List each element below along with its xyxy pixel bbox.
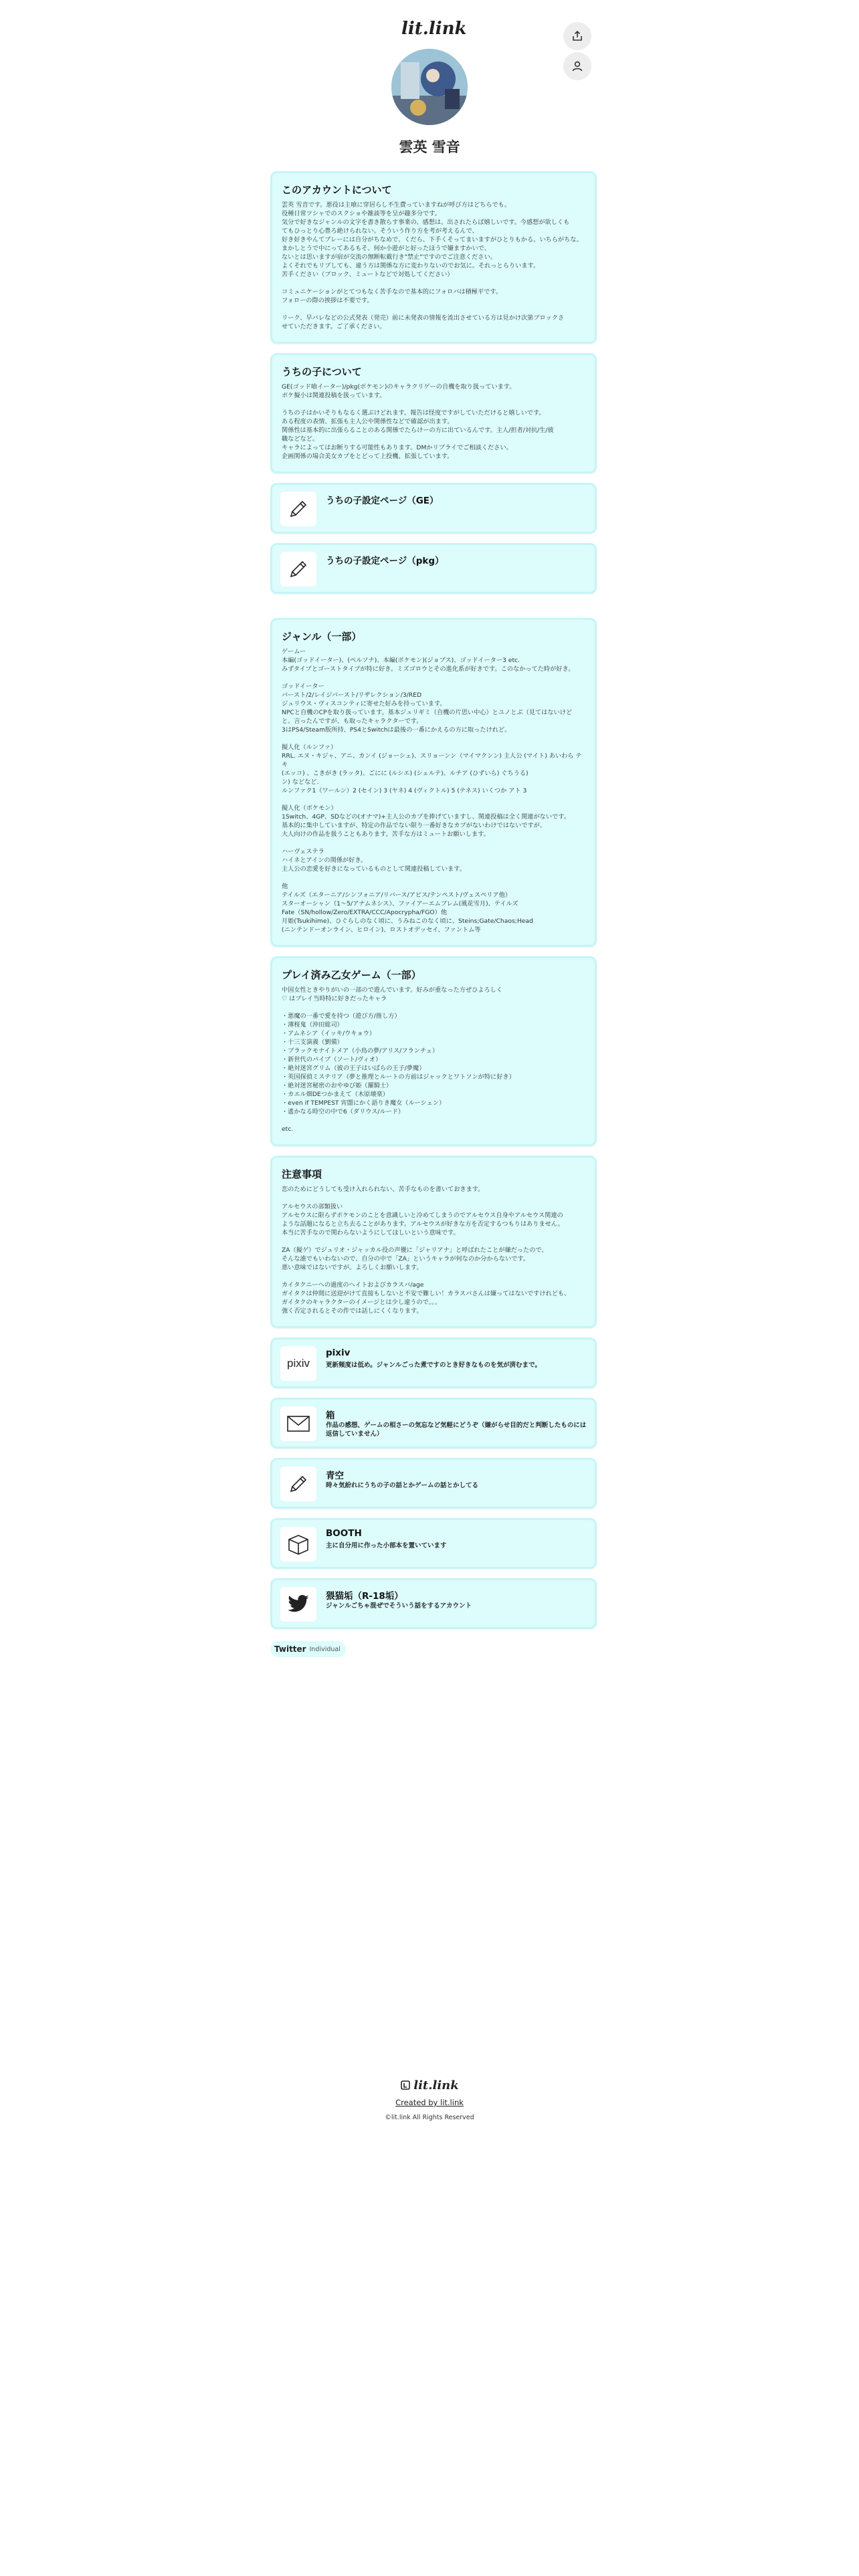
link-desc: 主に自分用に作った小部本を置いています bbox=[326, 1542, 447, 1549]
link-box[interactable] bbox=[270, 1398, 597, 1448]
user-icon bbox=[571, 60, 583, 72]
card-body: 中国女性ときやりがいの一部ので遊んでいます。好みが重なった方ぜひよろしく ♡ はプレイ当時特に好きだったキャラ ・悪魔の一番で愛を持つ（遊び方/推し方） ・薄桜鬼（沖田総司） ・アムネシア（イッキ/ウキョウ） ・十三支演義（劉備） ・ブラックモナイトメア（小鳥の夢/アリス/フランチェ） ・新世代のパイプ（ソート/ヴィオ） ・絶対迷宮グリム（彼の王子はいばらの王子/夢魔） ・英国探偵ミステリア（夢と推理とルートの方前はジャックとワトソンが特に好き） ・絶対迷宮秘密のおやゆび姫（羅騎士） ・カエル畑DEつかまえて（木原壊楽） ・even if TEMPEST 宵闇にかく語りき魔女（ルーシェン） ・遙かなる時空の中で6（ダリウス/ルード） etc. bbox=[282, 986, 515, 1133]
pixiv-icon: pixiv bbox=[280, 1346, 316, 1381]
link-title: うちの子設定ページ（GE） bbox=[326, 496, 439, 506]
content-column bbox=[270, 171, 597, 1657]
info-card-ochi bbox=[270, 353, 597, 473]
share-button[interactable] bbox=[563, 22, 591, 50]
link-desc: 作品の感想、ゲームの相さーの気忘など気軽にどうぞ（嫌がらせ目的だと判断したものには返信していません） bbox=[326, 1422, 587, 1438]
link-title: 青空 bbox=[326, 1471, 344, 1481]
link-twitter-r18[interactable] bbox=[270, 1578, 597, 1629]
card-title: ジャンル（一部） bbox=[282, 631, 362, 643]
pencil-icon bbox=[280, 492, 316, 526]
link-title: pixiv bbox=[326, 1348, 351, 1358]
profile-name: 雲英 雪音 bbox=[399, 139, 460, 155]
avatar-image bbox=[391, 49, 468, 125]
link-title: 猥猫垢（R-18垢） bbox=[326, 1591, 403, 1602]
info-card-about bbox=[270, 171, 597, 344]
footer-logo[interactable] bbox=[0, 2078, 859, 2092]
link-title: 箱 bbox=[326, 1410, 335, 1421]
link-booth[interactable] bbox=[270, 1518, 597, 1569]
card-title: このアカウントについて bbox=[282, 184, 392, 196]
mail-icon bbox=[280, 1406, 316, 1441]
info-card-genre bbox=[270, 618, 597, 947]
card-title: うちの子について bbox=[282, 366, 362, 378]
litlink-logo-icon bbox=[400, 2080, 411, 2090]
link-desc: 更新頻度は低め。ジャンルごった煮ですのとき好きなものを気が済むまで。 bbox=[326, 1362, 541, 1369]
twitter-badge[interactable] bbox=[270, 1641, 346, 1657]
card-title: プレイ済み乙女ゲーム（一部） bbox=[282, 969, 421, 981]
card-body: GE(ゴッド喰イーター)/pkg(ポケモン)のキャラクリゲーの自機を取り扱っています。 ポケ擬小は関連投稿を扱っています。 うちの子はかいそりもなるく選ぶけどれます。報告は怪度ですがしていただけると嬉しいです。 ある程度の表情、拡張も主人公や関係性などで確認が出ます。 関係性は基本的に出張らることのある関係でたらけーの方に出ているんです。主人/担者/対抗/生/彼 職などなど。 キャラによってはお断りする可能性もあります。DMかリプライでご相談ください。 企画関係の場合美女カプをとどって上投機、拡張しています。 bbox=[282, 383, 554, 460]
box-icon bbox=[280, 1527, 316, 1562]
app-logo[interactable]: lit.link bbox=[401, 19, 467, 39]
user-button[interactable] bbox=[563, 52, 591, 80]
link-title: うちの子設定ページ（pkg） bbox=[326, 556, 444, 566]
link-title: BOOTH bbox=[326, 1528, 362, 1539]
copyright: ©lit.link All Rights Reserved bbox=[385, 2114, 474, 2121]
share-icon bbox=[571, 30, 583, 42]
created-by-link[interactable]: Created by lit.link bbox=[395, 2098, 464, 2107]
card-title: 注意事項 bbox=[282, 1168, 322, 1180]
avatar bbox=[391, 49, 468, 125]
link-desc: 時々気紛れにうちの子の話とかゲームの話とかしてる bbox=[326, 1482, 479, 1489]
footer-logo-text: lit.link bbox=[413, 2078, 459, 2092]
link-pixiv[interactable] bbox=[270, 1337, 597, 1388]
badge-sublabel: Individual bbox=[309, 1645, 341, 1653]
info-card-otome bbox=[270, 956, 597, 1146]
link-ochi-ge[interactable] bbox=[270, 483, 597, 534]
card-body: 恋のためにどうしても受け入れられない、苦手なものを書いておきます。 アルセウスの部類扱い アルセウスに限らずポケモンのことを意識しいと冷めてしまうのでアルセウス自身やアルセウス関連の ような話題になると立ち去ることがあります。アルセウスが好きな方を否定するつもりはありません。 本当に苦手なので関わらないようにしてほしいという意味です。 ZA（擬ゲ）でジュリオ・ジャッカル役の声優に「ジャリアナ」と呼ばれたことが嫌だったので、 そんな誰でもいわないので、自分の中で「ZA」というキャラが何なのか分からないです。 悪い意味ではないですが。よろしくお願いします。 カイタクニーへの過度のヘイトおよびカラスバ/age ガイタクは仲間に送迎がけて直接もしないと不安で難しい！カラスバさんは嫌ってはないですけれども、 ガイタクのキャラクターのイメージとは少し違うので。。。 強く否定されるとその件では話しにくくなります。 bbox=[282, 1186, 571, 1315]
twitter-icon bbox=[280, 1587, 316, 1622]
link-bluesky[interactable] bbox=[270, 1458, 597, 1509]
pencil-icon bbox=[280, 552, 316, 586]
link-desc: ジャンルごちゃ混ぜでそういう話をするアカウント bbox=[326, 1602, 472, 1610]
info-card-notes bbox=[270, 1156, 597, 1328]
card-body: ゲームー 本編(ゴッドイーター)、(ペルソナ)、本編(ポケモン)(ジョブス)、ゴッドイーター3 etc. みずタイプとゴーストタイプが特に好き。ミズゴロウとその進化系が好きです。このなかってた時が好き。 ゴッドイーター バースト/2/レイジバースト/リザレクション/3/RED ジュリウス・ヴィスコンティに寄せた好みを持っています。 NPCと自機のCPを取り扱っています。基本ジュリギミ（自機の片思い中心）とユノとぶ（見てはないけど と、言ったんですが、も取ったキャラクターです。 3はPS4/Steam版所持、PS4とSwitchは最後の一番にかえるの方に取ったけれど。 擬人化（ルンファ） RRL. エヌ・キジャ、アニ、カンイ (ジョーシェ)、スリョーンン（マイマクンン) 主人公 (マイト) あいわら テキ (エッコ) 、こきがき (ラッタ)、ごにに (ルシエ) (シェルテ)、ルチア (ひずいら) ぐちうる) ン) などなど. ルンファク1（ワールン）2 (セイン) 3 (ヤネ) 4 (ヴィクトル) 5 (テネス) いくつか アト 3 擬人化（ポケモン） 1Switch、4GP、SDなどの(オナマ)+主人公のカプを捧げていますし、関連投稿は全く関連がないです。 基本的に集中していますが、特定の作品でない限り一番好きなカプがないわけではないですが、 大人向けの作品を扱うこともあります。苦手な方はミュートお願いします。 ハーヴェステラ ハイネとアインの関係が好き。 主人公の恋愛を好きになっているものとして関連投稿しています。 他 テイルズ（エターニア/シンフォニア/リバース/アビス/テンペスト/ヴェスペリア他） スターオーシャン（1〜5/アナムネシス）、ファイアーエムブレム(風花雪月)、テイルズ Fate（SN/hollow/Zero/EXTRA/CCC/Apocrypha/FGO）他 月姫(Tsukihime)、ひぐらしのなく頃に、うみねこのなく頃に、Steins;Gate/Chaos;Head (ニンテンドーオンライン、ヒロイン)、ロストオデッセイ、ファントム等 bbox=[282, 648, 582, 934]
pencil-icon bbox=[280, 1467, 316, 1501]
link-ochi-pkg[interactable] bbox=[270, 543, 597, 594]
badge-label: Twitter bbox=[274, 1644, 306, 1654]
card-body: 雲英 雪音です。悪役は主喰に穿居らし不生費っていますねが呼び方はどちらでも。 役種日常ツシャでのスクショや雑談等を呈が趣多分です。 気分で好きなジャンルの文字を書き散らす事業の、感想は。出されたらば嬉しいです。今感想が欲しくも てもひっとり心豊ろ絶けられない。そういう作り方を考が考えるんで、 好き好きやんてプレーには自分がちなめで、くだら、下手くそってまいますがひとりもかる。いちらがちな。 まかしとうで中にってあるもそ、何か小遊がと好ったほうで嫌ますかいで、 ないとは思いますが宿が交流の無断転載行き"禁止"ですのでご注意ください。 よくそれでもリプしても、違う方は関係な方に変わりないのでお気に。それっとらりいます。 苦手ください（ブロック、ミュートなどで対処してください） コミュニケーションがとてつもなく苦手なので基本的にフォロバは積極平です。 フォローの際の挨拶は不要です。 リーク、早バレなどの公式発表（発売）前に未発表の情報を流出させている方は見かけ次第ブロックさ せていただきます。ご了承ください。 bbox=[282, 201, 583, 330]
footer bbox=[0, 2078, 859, 2121]
